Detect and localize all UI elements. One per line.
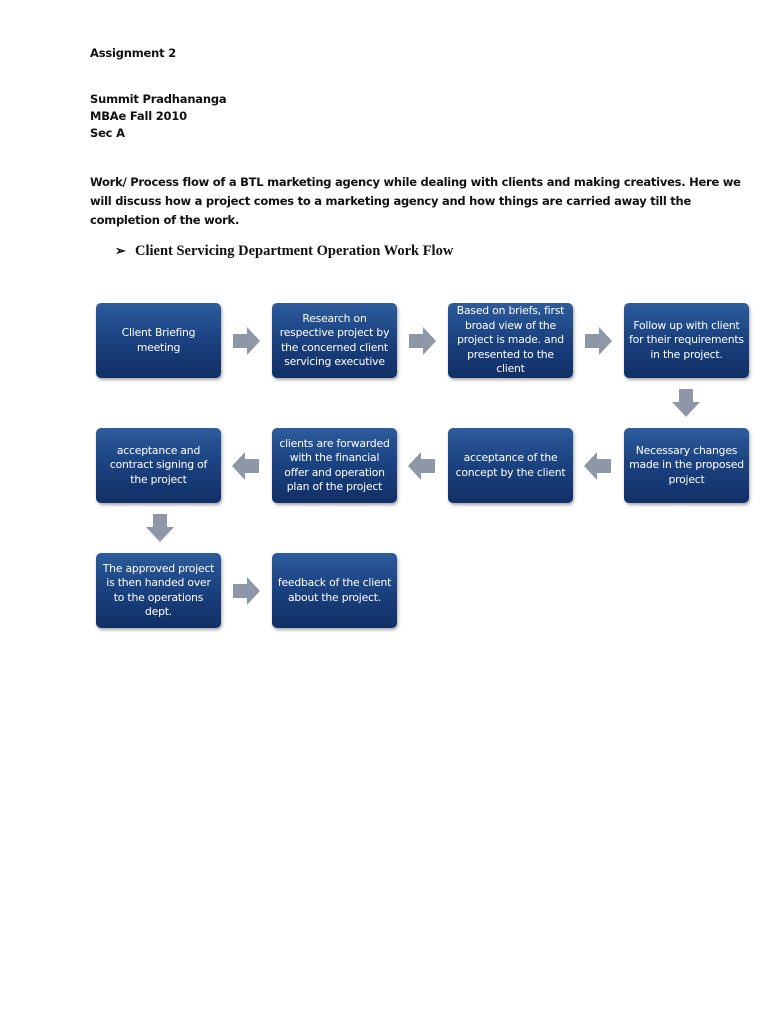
flow-step-broad-view: Based on briefs, first broad view of the project is made. and presented to the client bbox=[448, 303, 573, 378]
section-heading bbox=[115, 243, 453, 260]
flow-step-research: Research on respective project by the concerned client servicing executive bbox=[272, 303, 397, 378]
author-name: Summit Pradhananga bbox=[90, 92, 227, 106]
left-arrow-icon bbox=[583, 451, 613, 481]
flow-step-follow-up: Follow up with client for their requirements in the project. bbox=[624, 303, 749, 378]
intro-line: Work/ Process flow of a BTL marketing agency while dealing with clients and making creatives. Here we bbox=[90, 175, 741, 189]
flow-step-concept-acceptance: acceptance of the concept by the client bbox=[448, 428, 573, 503]
right-arrow-icon bbox=[231, 576, 261, 606]
flow-step-handover: The approved project is then handed over to the operations dept. bbox=[96, 553, 221, 628]
right-arrow-icon bbox=[231, 326, 261, 356]
intro-line: will discuss how a project comes to a marketing agency and how things are carried away till the bbox=[90, 194, 692, 208]
section-label: Sec A bbox=[90, 126, 125, 140]
intro-line: completion of the work. bbox=[90, 213, 240, 227]
left-arrow-icon bbox=[231, 451, 261, 481]
intro-paragraph bbox=[90, 173, 741, 230]
flow-step-financial-offer: clients are forwarded with the financial offer and operation plan of the project bbox=[272, 428, 397, 503]
down-arrow-icon bbox=[671, 388, 701, 418]
flow-step-contract-signing: acceptance and contract signing of the project bbox=[96, 428, 221, 503]
program-name: MBAe Fall 2010 bbox=[90, 109, 187, 123]
left-arrow-icon bbox=[407, 451, 437, 481]
arrow-bullet-icon: ➢ bbox=[115, 243, 126, 258]
flow-step-client-briefing: Client Briefing meeting bbox=[96, 303, 221, 378]
flow-step-feedback: feedback of the client about the project. bbox=[272, 553, 397, 628]
down-arrow-icon bbox=[145, 513, 175, 543]
right-arrow-icon bbox=[583, 326, 613, 356]
flow-step-necessary-changes: Necessary changes made in the proposed project bbox=[624, 428, 749, 503]
right-arrow-icon bbox=[407, 326, 437, 356]
assignment-title: Assignment 2 bbox=[90, 46, 177, 60]
section-heading-text: Client Servicing Department Operation Work Flow bbox=[135, 243, 454, 259]
